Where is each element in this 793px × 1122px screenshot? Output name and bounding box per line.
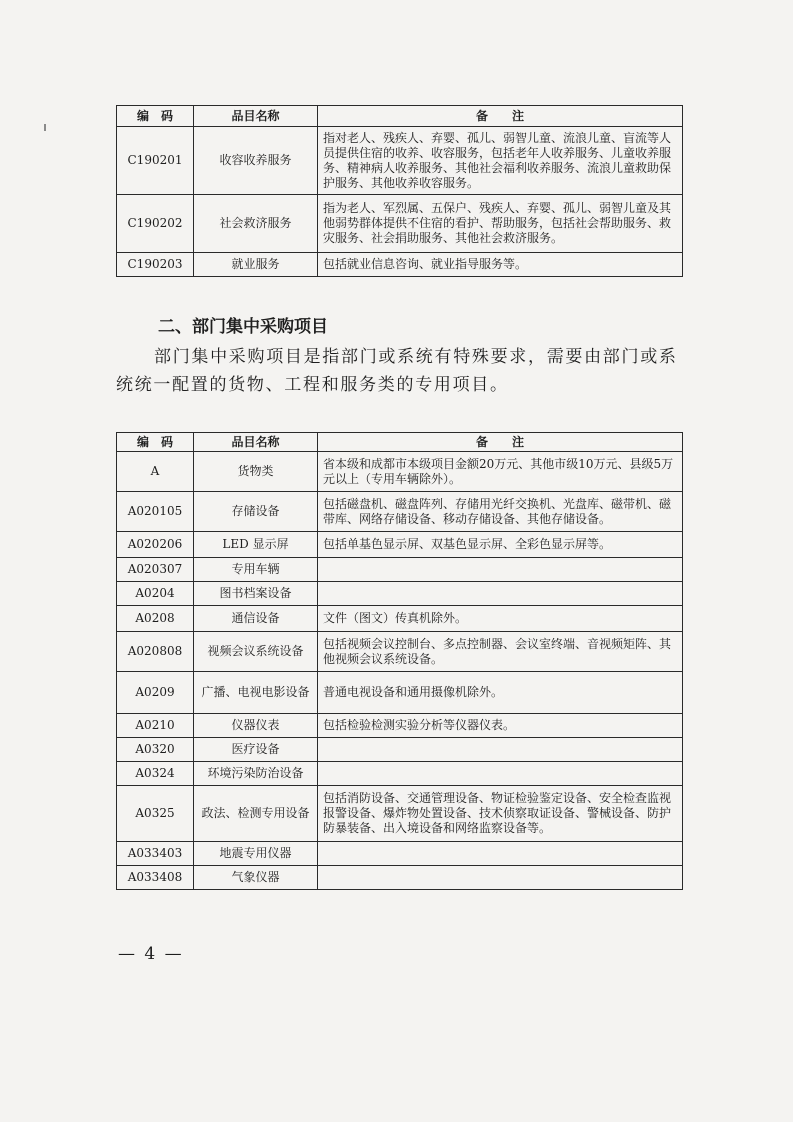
item-remarks: 包括视频会议控制台、多点控制器、会议室终端、音视频矩阵、其他视频会议系统设备。 [318,632,683,672]
item-name: 气象仪器 [194,866,318,890]
table-row [117,842,683,866]
item-code: A033408 [117,866,194,890]
table-row [117,762,683,786]
item-name: 政法、检测专用设备 [194,786,318,842]
table-row [117,866,683,890]
item-code: A0209 [117,672,194,714]
column-header-remarks: 备 注 [318,433,683,452]
item-code: A0324 [117,762,194,786]
item-name: 医疗设备 [194,738,318,762]
item-name: 环境污染防治设备 [194,762,318,786]
item-remarks [318,582,683,606]
item-name: 货物类 [194,452,318,492]
table-row [117,558,683,582]
item-remarks: 省本级和成都市本级项目金额20万元、其他市级10万元、县级5万元以上（专用车辆除外）。 [318,452,683,492]
item-code: A020307 [117,558,194,582]
section-paragraph: 部门集中采购项目是指部门或系统有特殊要求，需要由部门或系统统一配置的货物、工程和服务类的专用项目。 [116,347,678,395]
item-code: A020808 [117,632,194,672]
item-code: A020206 [117,532,194,558]
item-remarks: 包括单基色显示屏、双基色显示屏、全彩色显示屏等。 [318,532,683,558]
column-header-remarks: 备 注 [318,106,683,127]
section-heading: 二、部门集中采购项目 [158,317,328,337]
item-remarks: 指对老人、残疾人、弃婴、孤儿、弱智儿童、流浪儿童、盲流等人员提供住宿的收养、收容服务，包括老年人收养服务、儿童收养服务、精神病人收养服务、其他社会福利收养服务、流浪儿童救助保护服务、其他收养收容服务。 [318,127,683,195]
item-code: A033403 [117,842,194,866]
item-code: A0210 [117,714,194,738]
item-remarks [318,762,683,786]
table-row [117,253,683,277]
column-header-item-name: 品目名称 [194,433,318,452]
table-row [117,127,683,195]
item-code: C190201 [117,127,194,195]
table-row [117,606,683,632]
item-code: A0204 [117,582,194,606]
item-remarks: 包括检验检测实验分析等仪器仪表。 [318,714,683,738]
table-row [117,492,683,532]
scan-speck [44,124,46,131]
item-name: 地震专用仪器 [194,842,318,866]
item-code: C190202 [117,195,194,253]
table-row [117,195,683,253]
item-code: A [117,452,194,492]
column-header-code: 编 码 [117,106,194,127]
item-name: 专用车辆 [194,558,318,582]
item-code: A0320 [117,738,194,762]
item-remarks: 包括就业信息咨询、就业指导服务等。 [318,253,683,277]
item-name: 通信设备 [194,606,318,632]
catalog-table-services [116,105,683,277]
item-remarks [318,866,683,890]
table-row [117,532,683,558]
column-header-code: 编 码 [117,433,194,452]
item-remarks: 指为老人、军烈属、五保户、残疾人、弃婴、孤儿、弱智儿童及其他弱势群体提供不住宿的看护、帮助服务，包括社会帮助服务、救灾服务、社会捐助服务、其他社会救济服务。 [318,195,683,253]
item-remarks: 包括消防设备、交通管理设备、物证检验鉴定设备、安全检查监视报警设备、爆炸物处置设备、技术侦察取证设备、警械设备、防护防暴装备、出入境设备和网络监察设备等。 [318,786,683,842]
item-code: A0208 [117,606,194,632]
table-row [117,452,683,492]
item-remarks: 包括磁盘机、磁盘阵列、存储用光纤交换机、光盘库、磁带机、磁带库、网络存储设备、移动存储设备、其他存储设备。 [318,492,683,532]
column-header-item-name: 品目名称 [194,106,318,127]
item-name: LED 显示屏 [194,532,318,558]
item-code: C190203 [117,253,194,277]
catalog-table-department-procurement [116,432,683,890]
item-name: 就业服务 [194,253,318,277]
item-remarks [318,842,683,866]
table-row [117,786,683,842]
table-row [117,672,683,714]
item-remarks: 普通电视设备和通用摄像机除外。 [318,672,683,714]
table-row [117,632,683,672]
table-row [117,738,683,762]
item-remarks: 文件（图文）传真机除外。 [318,606,683,632]
item-name: 社会救济服务 [194,195,318,253]
item-name: 收容收养服务 [194,127,318,195]
item-code: A0325 [117,786,194,842]
page-number: — 4 — [118,944,184,964]
item-name: 视频会议系统设备 [194,632,318,672]
table-header-row [117,106,683,127]
table-row [117,714,683,738]
item-remarks [318,738,683,762]
item-name: 图书档案设备 [194,582,318,606]
item-name: 广播、电视电影设备 [194,672,318,714]
item-name: 仪器仪表 [194,714,318,738]
item-remarks [318,558,683,582]
item-code: A020105 [117,492,194,532]
table-header-row [117,433,683,452]
table-row [117,582,683,606]
item-name: 存储设备 [194,492,318,532]
